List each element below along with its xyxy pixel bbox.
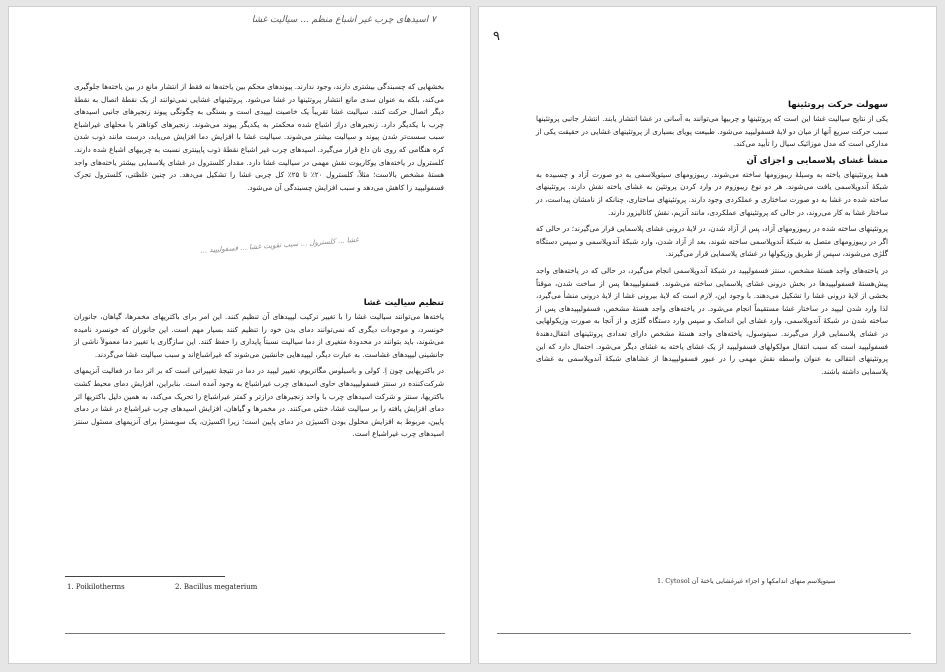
footnote-divider xyxy=(65,576,225,577)
heading-membrane-origin: منشأ غشای پلاسمایی و اجزای آن xyxy=(746,155,888,166)
heading-protein-mobility: سهولت حرکت پروتئینها xyxy=(787,100,888,110)
left-page xyxy=(8,6,471,664)
right-paragraph-4: در یاخته‌های واجد هستهٔ مشخص، سنتز فسفولیپید در شبکهٔ آندوپلاسمی انجام می‌گیرد، در حالی که در یاخته‌های واجد پیش‌هستهٔ فسفولیپیدها در بخش درونی غشای پلاسمایی ساخته می‌شوند. فسفولیپیدها پس از ساخت شدن، موقتاً بخشی از لایهٔ درونی غشا را تشکیل می‌دهند. با وجود این، لازم است که لایهٔ بیرونی غشا از لایهٔ درونی منشأ می‌گیرد، لذا وارد شدن لیپید در ساختار غشا مستقیماً انجام می‌شود. در یاخته‌های واجد هستهٔ مشخص، فسفولیپیدهای پس از ساخته شدن در شبکهٔ آندوپلاسمی، وارد غشای این اندامک و سپس وارد دستگاه گلژی و از آنجا به صورت وزیکولهایی در غشای پلاسمایی قرار می‌گیرند. سیتوسول، یاخته‌های واجد هستهٔ مشخص دارای تعدادی پروتئینهای انتقال‌دهندهٔ فسفولیپید است که سبب انتقال مولکولهای فسفولیپید از یک غشای یاخته به غشای دیگر می‌شود. احتمال دارد که این پروتئینهای انتقالی به عنوان واسطه نقش مهمی را در عبور فسفولیپیدها از غشاهای شبکهٔ آندوپلاسمی به غشای پلاسمایی داشته باشند. xyxy=(536,265,888,376)
right-page xyxy=(478,6,937,664)
margin-scribble: غشا ... کلسترول ... سبب تقویت غشا ... فسفولیپید ... xyxy=(200,235,360,255)
left-paragraph-1: بخشهایی که چسبندگی بیشتری دارند، وجود ندارند. پیوندهای محکم بین یاخته‌ها نه فقط از انتشار مانع در بین یاخته‌ها جلوگیری می‌کند، بلکه به عنوان سدی مانع انتشار پروتئینها در غشا می‌شود. پروتئینهای غشایی نمی‌توانند از یک نقطهٔ اتصال به نقطهٔ دیگر اتصال حرکت کنند. سیالیت غشا تقریباً یک خاصیت لیپیدی است و بستگی به چگونگی پیوند زنجیرهای جانبی اسیدهای چرب با یکدیگر دارد. زنجیرهای دراز اشباع شده محکمتر به یکدیگر پیوند می‌شوند. زنجیرهای کوتاهتر یا محلهای غیراشباع سبب سست‌تر شدن پیوند و سیالیت بیشتر می‌شوند. سیالیت غشا با افزایش دما افزایش می‌یابد، درست مانند ذوب شدن کره هنگامی که روی نان داغ قرار می‌گیرد. اسیدهای چرب غیر اشباع نقطهٔ ذوب پایینتری نسبت به چربیهای اشباع شده دارند. کلسترول در یاخته‌های یوکاریوت نقش مهمی در سیالیت غشا دارد. مقدار کلسترول در غشای پلاسمایی بیشتر یاخته‌های واجد هستهٔ مشخص بالاست؛ مثلاً، کلسترول ۲۰٪ تا ۲۵٪ کل چربی غشا را تشکیل می‌دهد. در چنین غلظتی، کلسترول تحرک فسفولیپید را کاهش می‌دهد و سبب افزایش چسبندگی آن می‌شود. xyxy=(74,82,444,192)
footnote-poikilotherms: 1. Poikilotherms xyxy=(67,583,125,591)
handwritten-note-top: ۷ اسیدهای چرب غیر اشباع منظم ... سیالیت غشا xyxy=(251,15,436,25)
footnotes-left xyxy=(67,583,257,591)
left-paragraph-3: در باکتریهایی چون اِ. کولی و باسیلوس مگاتریوم، تغییر لیپید در دما در نتیجهٔ تغییراتی است که بر اثر دما در فعالیت آنزیمهای شرکت‌کننده در سنتز فسفولیپیدهای حاوی اسیدهای چرب غیراشباع به وجود آمده است. بنابراین، افزایش دمای محیط کشت باکتریها، سنتز و شرکت اسیدهای چرب با واحد زنجیرهای درازتر و کمتر غیراشباع را تحریک می‌کند، به همین دلیل باکتریها اثر دمای افزایش یافته را بر سیالیت غشا، خنثی می‌کنند. در مخمرها و گیاهان، افزایش اسیدهای چرب غیراشباع در غشا در دمای پایین، مربوط به افزایش محلول بودن اکسیژن در دمای پایین است؛ زیرا اکسیژن، یک سوبسترا برای آنزیمهای مسئول سنتز اسیدهای چرب غیراشباع است. xyxy=(74,366,444,439)
page-bottom-rule-right xyxy=(497,633,911,634)
left-body xyxy=(74,81,444,194)
footnote-cytosol: 1. Cytosol سیتوپلاسم منهای اندامکها و اجزاء غیرغشایی یاختهٔ آن xyxy=(657,577,836,585)
right-body xyxy=(536,95,888,378)
right-paragraph-1: یکی از نتایج سیالیت غشا این است که پروتئینها و چربیها می‌توانند به آسانی در غشا انتشار یابند. انتشار جانبی پروتئینها سبب حرکت سریع آنها از میان دو لایهٔ فسفولیپید می‌شود. طبیعت پویای بسیاری از پروتئینهای غشایی در حقیقت یکی از مدارکی است که مدل موزائیک سیال را تأیید می‌کند. xyxy=(536,114,888,149)
right-paragraph-3: پروتئینهای ساخته شده در ریبوزومهای آزاد، پس از آزاد شدن، در لایهٔ درونی غشای پلاسمایی قرار می‌گیرند؛ در حالی که اگر در ریبوزومهای متصل به شبکهٔ آندوپلاسمی ساخته شوند، بعد از آزاد شدن، وارد شبکهٔ آندوپلاسمی و سپس دستگاه گلژی می‌شوند، سپس از طریق وزیکولها در غشای پلاسمایی قرار می‌گیرند. xyxy=(536,224,888,259)
right-paragraph-2: همهٔ پروتئینهای یاخته به وسیلهٔ ریبوزومها ساخته می‌شوند. ریبوزومهای سیتوپلاسمی به دو صورت آزاد و چسبیده به شبکهٔ آندوپلاسمی یافت می‌شوند. هر دو نوع ریبوزوم در وارد کردن پروتئین به غشای یاخته نقش دارند. پروتئینهای ساخته شده در غشا به دو صورت ساختاری و عملکردی وجود دارند. پروتئینهای ساختاری، چنانکه از نامشان پیداست، در ساختار غشا به کار می‌روند، در حالی که پروتئینهای عملکردی، مانند آنزیم، نقش کاتالیزور دارند. xyxy=(536,169,888,217)
page-number: ۹ xyxy=(493,29,500,44)
left-body-section-2 xyxy=(74,293,444,441)
page-bottom-rule xyxy=(65,633,445,634)
footnote-bacillus: 2. Bacillus megaterium xyxy=(175,583,258,591)
section-heading-membrane-fluidity: تنظیم سیالیت غشا xyxy=(363,298,444,308)
left-paragraph-2: یاخته‌ها می‌توانند سیالیت غشا را با تغییر ترکیب لیپیدهای آن تنظیم کنند. این امر برای باکتریهای مخمرها، گیاهان، جانوران خونسرد، و موجودات دیگری که نمی‌توانند دمای بدن خود را تنظیم کنند بسیار مهم است. این جانوران که خونسرد نامیده می‌شوند، باید بتوانند در محدودهٔ متغیری از دما سیالیت نسبتاً پایداری را حفظ کنند. این سازگاری با تغییر دما معمولاً ناشی از جانشینی لیپیدهای غشاست. به عبارت دیگر، لیپیدهایی جانشین می‌شوند که غیراشباع‌اند و سبب سیالیت غشا می‌گردند. xyxy=(74,312,444,359)
